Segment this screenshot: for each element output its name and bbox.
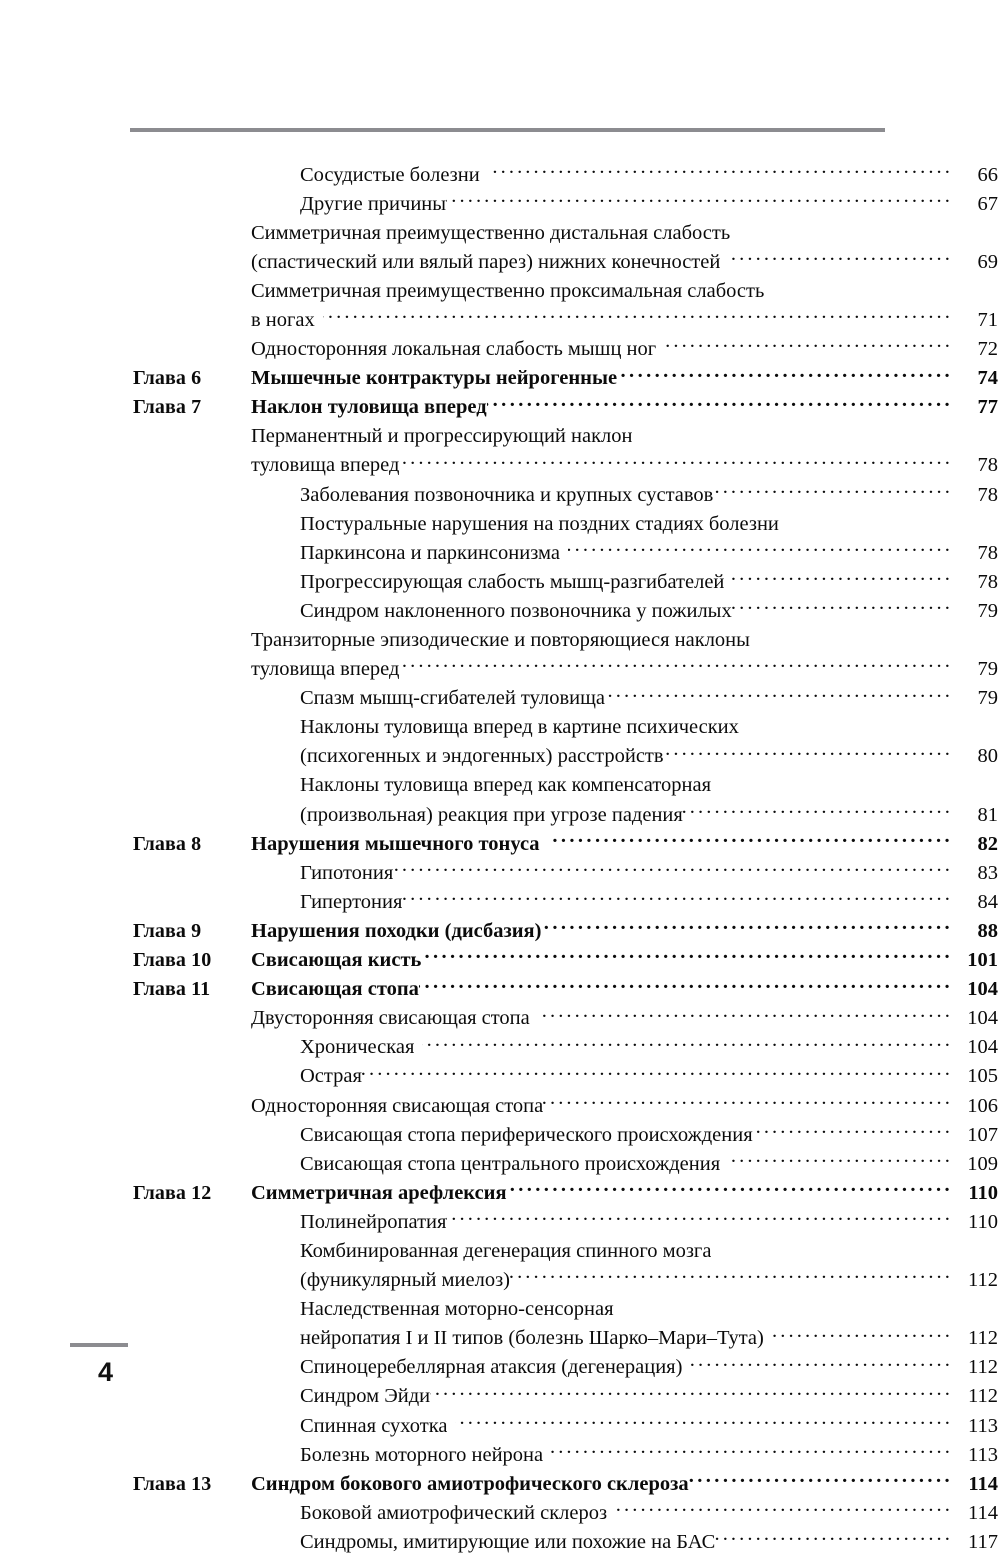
toc-entry[interactable] — [251, 1324, 1000, 1351]
leader-dots — [548, 829, 953, 850]
toc-entry-row[interactable] — [0, 626, 1000, 655]
toc-entry-title: Гипотония — [300, 861, 394, 884]
toc-chapter-row[interactable] — [0, 1469, 1000, 1498]
chapter-label: Глава 6 — [133, 367, 202, 390]
toc-entry-page: 104 — [967, 1007, 998, 1030]
toc-entry-title: Двусторонняя свисающая стопа — [251, 1007, 530, 1030]
leader-dots — [753, 1120, 953, 1141]
toc-entry[interactable] — [251, 596, 1000, 623]
toc-entry-title: Острая — [300, 1065, 362, 1088]
toc-entry-row[interactable] — [0, 538, 1000, 567]
toc-chapter-row[interactable] — [0, 975, 1000, 1004]
toc-entry[interactable] — [251, 1440, 1000, 1467]
toc-entry[interactable] — [251, 742, 1000, 769]
toc-entry-title: (спастический или вялый парез) нижних конечностей — [251, 250, 721, 273]
toc-entry-page: 67 — [977, 192, 998, 215]
toc-entry-page: 109 — [967, 1152, 998, 1175]
toc-entry-page: 114 — [968, 1472, 998, 1495]
toc-entry-page: 79 — [977, 687, 998, 710]
toc-entry-title: Свисающая стопа центрального происхождения — [300, 1152, 721, 1175]
toc-entry-row[interactable] — [0, 305, 1000, 334]
toc-entry[interactable] — [251, 247, 1000, 274]
toc-entry[interactable] — [251, 1469, 1000, 1496]
toc-entry-row[interactable] — [0, 160, 1000, 189]
toc-entry-page: 83 — [977, 861, 998, 884]
toc-entry-page: 69 — [977, 250, 998, 273]
toc-entry-row[interactable] — [0, 189, 1000, 218]
toc-entry-page: 104 — [967, 978, 998, 1001]
toc-entry-title: Свисающая кисть — [251, 949, 422, 972]
toc-entry[interactable] — [251, 916, 1000, 943]
leader-dots — [430, 1382, 953, 1403]
toc-entry-title: Наклон туловища вперед — [251, 396, 487, 419]
toc-entry[interactable] — [251, 276, 1000, 303]
toc-entry-page: 82 — [977, 832, 998, 855]
toc-entry-title: Другие причины — [300, 192, 447, 215]
toc-entry[interactable] — [251, 218, 1000, 245]
toc-entry[interactable] — [251, 1527, 1000, 1554]
toc-entry[interactable] — [251, 1178, 1000, 1205]
leader-dots — [551, 1440, 953, 1461]
toc-entry[interactable] — [251, 189, 1000, 216]
toc-entry-page: 80 — [977, 745, 998, 768]
toc-entry-title: Спазм мышц-сгибателей туловища — [300, 687, 605, 710]
leader-dots — [617, 364, 953, 385]
toc-entry[interactable] — [251, 771, 1000, 798]
toc-entry[interactable] — [251, 422, 1000, 449]
toc-entry-page: 112 — [968, 1356, 998, 1379]
toc-entry-title: Наклоны туловища вперед в картине психических — [300, 716, 739, 739]
toc-entry[interactable] — [251, 1033, 1000, 1060]
toc-entry[interactable] — [251, 1004, 1000, 1031]
toc-entry-title: Прогрессирующая слабость мышц-разгибателей — [300, 570, 725, 593]
leader-dots — [538, 1004, 953, 1025]
toc-entry-title: Синдром Эйди — [300, 1385, 431, 1408]
leader-dots — [728, 247, 953, 268]
toc-entry-title: Нарушения мышечного тонуса — [251, 832, 540, 855]
toc-entry-page: 72 — [977, 338, 998, 361]
toc-entry-row[interactable] — [0, 1091, 1000, 1120]
toc-entry-title: Боковой амиотрофический склероз — [300, 1501, 608, 1524]
toc-entry[interactable] — [251, 829, 1000, 856]
toc-entry-row[interactable] — [0, 451, 1000, 480]
toc-entry-row[interactable] — [0, 480, 1000, 509]
toc-entry-page: 110 — [968, 1181, 998, 1204]
toc-entry-row[interactable] — [0, 1207, 1000, 1236]
leader-dots — [446, 189, 953, 210]
leader-dots — [728, 1149, 953, 1170]
leader-dots — [393, 858, 953, 879]
chapter-label: Глава 10 — [133, 949, 212, 972]
leader-dots — [399, 655, 953, 676]
toc-entry-page: 104 — [967, 1036, 998, 1059]
toc-entry[interactable] — [251, 626, 1000, 653]
toc-entry-row[interactable] — [0, 858, 1000, 887]
toc-entry-title: Симметричная арефлексия — [251, 1181, 507, 1204]
toc-entry-page: 112 — [968, 1327, 998, 1350]
leader-dots — [362, 1062, 953, 1083]
toc-entry[interactable] — [251, 713, 1000, 740]
toc-entry-row[interactable] — [0, 509, 1000, 538]
leader-dots — [772, 1324, 953, 1345]
toc-entry-title: Односторонняя локальная слабость мышц ног — [251, 338, 657, 361]
toc-entry-title: в ногах — [251, 308, 315, 331]
toc-entry-title: Хроническая — [300, 1036, 415, 1059]
toc-entry[interactable] — [251, 800, 1000, 827]
footer-rule — [70, 1343, 128, 1347]
toc-entry[interactable] — [251, 1295, 1000, 1322]
toc-entry-row[interactable] — [0, 1004, 1000, 1033]
toc-entry-title: Перманентный и прогрессирующий наклон — [251, 425, 633, 448]
toc-entry-title: туловища вперед — [251, 454, 400, 477]
toc-entry-row[interactable] — [0, 771, 1000, 800]
toc-entry[interactable] — [251, 655, 1000, 682]
leader-dots — [399, 451, 953, 472]
toc-entry[interactable] — [251, 1120, 1000, 1147]
toc-entry[interactable] — [251, 1207, 1000, 1234]
toc-entry-page: 113 — [968, 1443, 998, 1466]
toc-entry-title: Спиноцеребеллярная атаксия (дегенерация) — [300, 1356, 683, 1379]
toc-entry-row[interactable] — [0, 1382, 1000, 1411]
toc-entry-row[interactable] — [0, 1236, 1000, 1265]
toc-entry-row[interactable] — [0, 1062, 1000, 1091]
toc-entry[interactable] — [251, 1236, 1000, 1263]
toc-entry-title: Односторонняя свисающая стопа — [251, 1094, 544, 1117]
chapter-label: Глава 12 — [133, 1181, 212, 1204]
toc-entry[interactable] — [251, 1353, 1000, 1380]
toc-entry-page: 114 — [968, 1501, 998, 1524]
toc-entry-title: Комбинированная дегенерация спинного мозга — [300, 1239, 712, 1262]
toc-entry-page: 78 — [977, 541, 998, 564]
leader-dots — [422, 1033, 953, 1054]
toc-entry-row[interactable] — [0, 800, 1000, 829]
leader-dots — [487, 393, 953, 414]
toc-entry[interactable] — [251, 538, 1000, 565]
toc-entry-title: Нарушения походки (дисбазия) — [251, 919, 542, 942]
toc-entry-row[interactable] — [0, 655, 1000, 684]
toc-chapter-row[interactable] — [0, 364, 1000, 393]
toc-entry-row[interactable] — [0, 1498, 1000, 1527]
toc-entry-title: Постуральные нарушения на поздних стадиях болезни — [300, 512, 779, 535]
toc-entry-page: 101 — [967, 949, 998, 972]
leader-dots — [568, 538, 953, 559]
leader-dots — [323, 305, 953, 326]
leader-dots — [690, 1353, 953, 1374]
toc-chapter-row[interactable] — [0, 393, 1000, 422]
toc-chapter-row[interactable] — [0, 829, 1000, 858]
toc-entry[interactable] — [251, 480, 1000, 507]
toc-entry[interactable] — [251, 1382, 1000, 1409]
leader-dots — [715, 1527, 953, 1548]
toc-chapter-row[interactable] — [0, 946, 1000, 975]
toc-entry-title: Наклоны туловища вперед как компенсаторная — [300, 774, 712, 797]
header-rule — [130, 128, 885, 132]
leader-dots — [507, 1178, 953, 1199]
leader-dots — [615, 1498, 953, 1519]
toc-entry-title: Синдром бокового амиотрофического склероза — [251, 1472, 689, 1495]
toc-entry-row[interactable] — [0, 1149, 1000, 1178]
leader-dots — [402, 887, 953, 908]
toc-entry-page: 81 — [977, 803, 998, 826]
toc-entry-page: 112 — [968, 1385, 998, 1408]
toc-entry-page: 78 — [977, 570, 998, 593]
chapter-label: Глава 13 — [133, 1472, 212, 1495]
leader-dots — [713, 480, 953, 501]
chapter-label: Глава 8 — [133, 832, 202, 855]
toc-entry[interactable] — [251, 509, 1000, 536]
leader-dots — [732, 596, 953, 617]
leader-dots — [446, 1207, 953, 1228]
toc-entry[interactable] — [251, 684, 1000, 711]
toc-entry-page: 79 — [977, 599, 998, 622]
leader-dots — [541, 916, 953, 937]
toc-entry-page: 110 — [968, 1210, 998, 1233]
toc-entry-row[interactable] — [0, 1440, 1000, 1469]
toc-entry-title: Синдром наклоненного позвоночника у пожилых — [300, 599, 732, 622]
toc-entry-page: 107 — [967, 1123, 998, 1146]
toc-entry-title: Сосудистые болезни — [300, 163, 480, 186]
toc-entry-title: Полинейропатия — [300, 1210, 447, 1233]
toc-entry-page: 105 — [967, 1065, 998, 1088]
toc-entry-page: 78 — [977, 454, 998, 477]
leader-dots — [421, 946, 953, 967]
toc-entry[interactable] — [251, 887, 1000, 914]
toc-entry-page: 78 — [977, 483, 998, 506]
toc-entry-row[interactable] — [0, 1266, 1000, 1295]
toc-entry-title: Свисающая стопа периферического происхождения — [300, 1123, 753, 1146]
leader-dots — [510, 1266, 953, 1287]
toc-entry-row[interactable] — [0, 684, 1000, 713]
toc-entry-row[interactable] — [0, 1411, 1000, 1440]
toc-entry-page: 117 — [968, 1530, 998, 1553]
toc-entry[interactable] — [251, 305, 1000, 332]
toc-entry[interactable] — [251, 1411, 1000, 1438]
toc-entry-title: Симметричная преимущественно проксимальная слабость — [251, 279, 765, 302]
toc-entry-row[interactable] — [0, 335, 1000, 364]
toc-entry-page: 84 — [977, 890, 998, 913]
toc-entry-title: туловища вперед — [251, 658, 400, 681]
toc-entry[interactable] — [251, 1149, 1000, 1176]
toc-entry-page: 113 — [968, 1414, 998, 1437]
toc-entry-title: (произвольная) реакция при угрозе падения — [300, 803, 683, 826]
toc-entry[interactable] — [251, 1498, 1000, 1525]
toc-entry-row[interactable] — [0, 742, 1000, 771]
toc-entry[interactable] — [251, 393, 1000, 420]
leader-dots — [732, 567, 953, 588]
toc-entry-row[interactable] — [0, 218, 1000, 247]
toc-entry-title: Заболевания позвоночника и крупных суставов — [300, 483, 714, 506]
toc-entry-title: Гипертония — [300, 890, 403, 913]
toc-entry-title: Мышечные контрактуры нейрогенные — [251, 367, 618, 390]
page-footer — [70, 1343, 190, 1386]
toc-entry-row[interactable] — [0, 596, 1000, 625]
leader-dots — [664, 742, 953, 763]
toc-entry[interactable] — [251, 364, 1000, 391]
toc-entry-page: 66 — [977, 163, 998, 186]
toc-entry[interactable] — [251, 1266, 1000, 1293]
leader-dots — [543, 1091, 953, 1112]
toc-entry-row[interactable] — [0, 1033, 1000, 1062]
toc-entry-row[interactable] — [0, 1527, 1000, 1556]
leader-dots — [419, 975, 953, 996]
toc-entry-title: Свисающая стопа — [251, 978, 419, 1001]
toc-entry-row[interactable] — [0, 1295, 1000, 1324]
toc-entry-title: Паркинсона и паркинсонизма — [300, 541, 560, 564]
chapter-label: Глава 11 — [133, 978, 211, 1001]
leader-dots — [683, 800, 953, 821]
toc-entry[interactable] — [251, 451, 1000, 478]
toc-entry[interactable] — [251, 858, 1000, 885]
leader-dots — [664, 335, 953, 356]
leader-dots — [455, 1411, 953, 1432]
toc-entry[interactable] — [251, 567, 1000, 594]
toc-entry[interactable] — [251, 160, 1000, 187]
leader-dots — [605, 684, 953, 705]
toc-entry-page: 88 — [977, 919, 998, 942]
chapter-label: Глава 9 — [133, 919, 202, 942]
toc-entry-page: 112 — [968, 1269, 998, 1292]
toc-entry[interactable] — [251, 1062, 1000, 1089]
toc-entry-page: 77 — [977, 396, 998, 419]
toc-entry-title: Болезнь моторного нейрона — [300, 1443, 544, 1466]
toc-entry[interactable] — [251, 946, 1000, 973]
leader-dots — [689, 1469, 953, 1490]
toc-entry-title: Наследственная моторно-сенсорная — [300, 1298, 614, 1321]
toc-entry-title: (психогенных и эндогенных) расстройств — [300, 745, 664, 768]
toc-entry-row[interactable] — [0, 276, 1000, 305]
toc-entry-title: (фуникулярный миелоз) — [300, 1269, 511, 1292]
toc-entry-title: нейропатия I и II типов (болезнь Шарко–Мари–Тута) — [300, 1327, 764, 1350]
toc-entry-row[interactable] — [0, 1120, 1000, 1149]
leader-dots — [488, 160, 953, 181]
toc-entry[interactable] — [251, 975, 1000, 1002]
toc-entry[interactable] — [251, 335, 1000, 362]
page-number: 4 — [98, 1357, 114, 1387]
toc-entry-title: Транзиторные эпизодические и повторяющиеся наклоны — [251, 629, 750, 651]
toc-entry-title: Симметричная преимущественно дистальная слабость — [251, 221, 731, 244]
toc-entry-row[interactable] — [0, 567, 1000, 596]
toc-entry-title: Синдромы, имитирующие или похожие на БАС — [300, 1530, 716, 1553]
toc-chapter-row[interactable] — [0, 916, 1000, 945]
chapter-label: Глава 7 — [133, 396, 202, 419]
toc-entry-title: Спинная сухотка — [300, 1414, 448, 1437]
toc-entry-page: 74 — [977, 367, 998, 390]
toc-entry-row[interactable] — [0, 713, 1000, 742]
toc-chapter-row[interactable] — [0, 1178, 1000, 1207]
toc-entry-page: 71 — [977, 308, 998, 331]
toc-entry[interactable] — [251, 1091, 1000, 1118]
toc-entry-page: 106 — [967, 1094, 998, 1117]
toc-entry-row[interactable] — [0, 422, 1000, 451]
toc-entry-page: 79 — [977, 658, 998, 681]
toc-entry-row[interactable] — [0, 887, 1000, 916]
toc-entry-row[interactable] — [0, 247, 1000, 276]
